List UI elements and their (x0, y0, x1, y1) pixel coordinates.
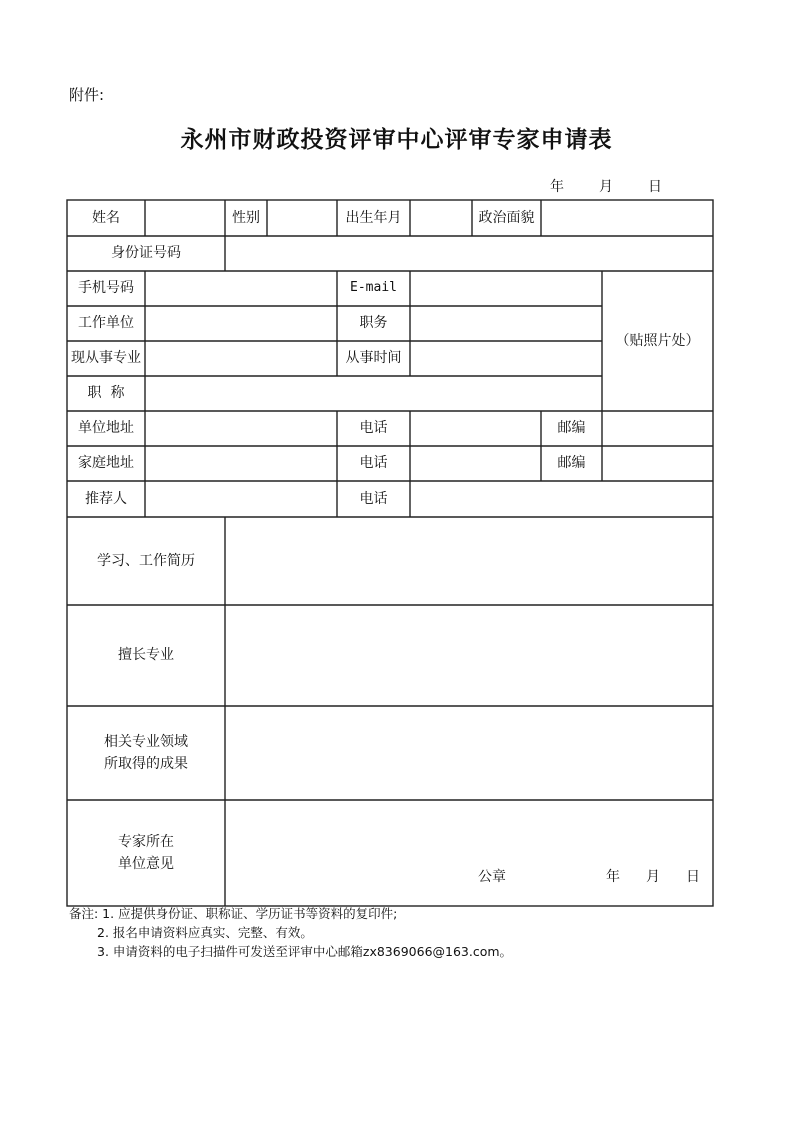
achievements-textarea[interactable] (225, 706, 713, 800)
work-years-input[interactable] (410, 341, 602, 376)
name-input[interactable] (145, 200, 225, 236)
label-unit-opinion-line2: 单位意见 (118, 856, 174, 872)
home-address-input[interactable] (145, 446, 337, 481)
label-home-address: 家庭地址 (78, 455, 134, 472)
label-unit-opinion-line1: 专家所在 (118, 833, 174, 850)
id-number-input[interactable] (225, 236, 713, 271)
label-achievements-line2: 所取得的成果 (104, 756, 188, 772)
label-resume: 学习、工作简历 (97, 552, 195, 569)
label-achievements (67, 706, 225, 800)
label-political: 政治面貌 (478, 209, 535, 226)
phone-1-input[interactable] (410, 411, 541, 446)
date-month: 月 (599, 179, 613, 195)
note-line-1: 备注: 1. 应提供身份证、职称证、学历证书等资料的复印件; (69, 906, 398, 921)
expertise-textarea[interactable] (225, 605, 713, 706)
notes (69, 904, 512, 961)
label-name: 姓名 (92, 209, 120, 226)
label-phone-3: 电话 (359, 490, 388, 507)
label-id-number: 身份证号码 (111, 245, 181, 262)
unit-opinion-textarea[interactable] (225, 800, 713, 906)
phone-3-input[interactable] (410, 481, 713, 517)
birth-input[interactable] (410, 200, 472, 236)
label-email: E-mail (350, 280, 397, 296)
employer-input[interactable] (145, 306, 337, 341)
label-position: 职务 (359, 315, 388, 332)
label-phone-2: 电话 (359, 455, 388, 472)
position-input[interactable] (410, 306, 602, 341)
label-title-rank: 职 称 (87, 385, 125, 402)
email-input[interactable] (410, 271, 602, 306)
label-phone-1: 电话 (359, 420, 388, 437)
label-mobile: 手机号码 (78, 280, 134, 297)
label-work-address: 单位地址 (78, 420, 134, 437)
mobile-input[interactable] (145, 271, 337, 306)
sign-year: 年 (606, 869, 620, 885)
label-achievements-line1: 相关专业领域 (104, 733, 188, 750)
sign-day: 日 (686, 869, 700, 885)
page-title: 永州市财政投资评审中心评审专家申请表 (180, 126, 613, 153)
label-employer: 工作单位 (78, 315, 134, 332)
work-address-input[interactable] (145, 411, 337, 446)
attachment-label: 附件: (69, 86, 105, 104)
label-zip-1: 邮编 (557, 420, 586, 437)
note-line-2: 2. 报名申请资料应真实、完整、有效。 (97, 925, 313, 940)
label-work-years: 从事时间 (345, 350, 402, 367)
zip-2-input[interactable] (602, 446, 713, 481)
note-line-3: 3. 申请资料的电子扫描件可发送至评审中心邮箱zx8369066@163.com。 (97, 944, 513, 959)
date-year: 年 (550, 179, 564, 195)
recommender-input[interactable] (145, 481, 337, 517)
label-recommender: 推荐人 (85, 490, 127, 507)
date-line (550, 176, 662, 196)
photo-placeholder[interactable]: （贴照片处） (615, 332, 700, 349)
label-expertise: 擅长专业 (118, 647, 174, 664)
label-birth: 出生年月 (345, 209, 402, 226)
political-input[interactable] (541, 200, 713, 236)
gender-input[interactable] (267, 200, 337, 236)
phone-2-input[interactable] (410, 446, 541, 481)
label-unit-opinion (67, 800, 225, 906)
label-current-major: 现从事专业 (71, 350, 141, 367)
title-rank-input[interactable] (145, 376, 602, 411)
label-zip-2: 邮编 (557, 455, 586, 472)
label-gender: 性别 (232, 209, 260, 226)
current-major-input[interactable] (145, 341, 337, 376)
resume-textarea[interactable] (225, 517, 713, 605)
sign-month: 月 (646, 869, 660, 885)
zip-1-input[interactable] (602, 411, 713, 446)
date-day: 日 (648, 179, 662, 195)
seal-label: 公章 (478, 869, 506, 885)
